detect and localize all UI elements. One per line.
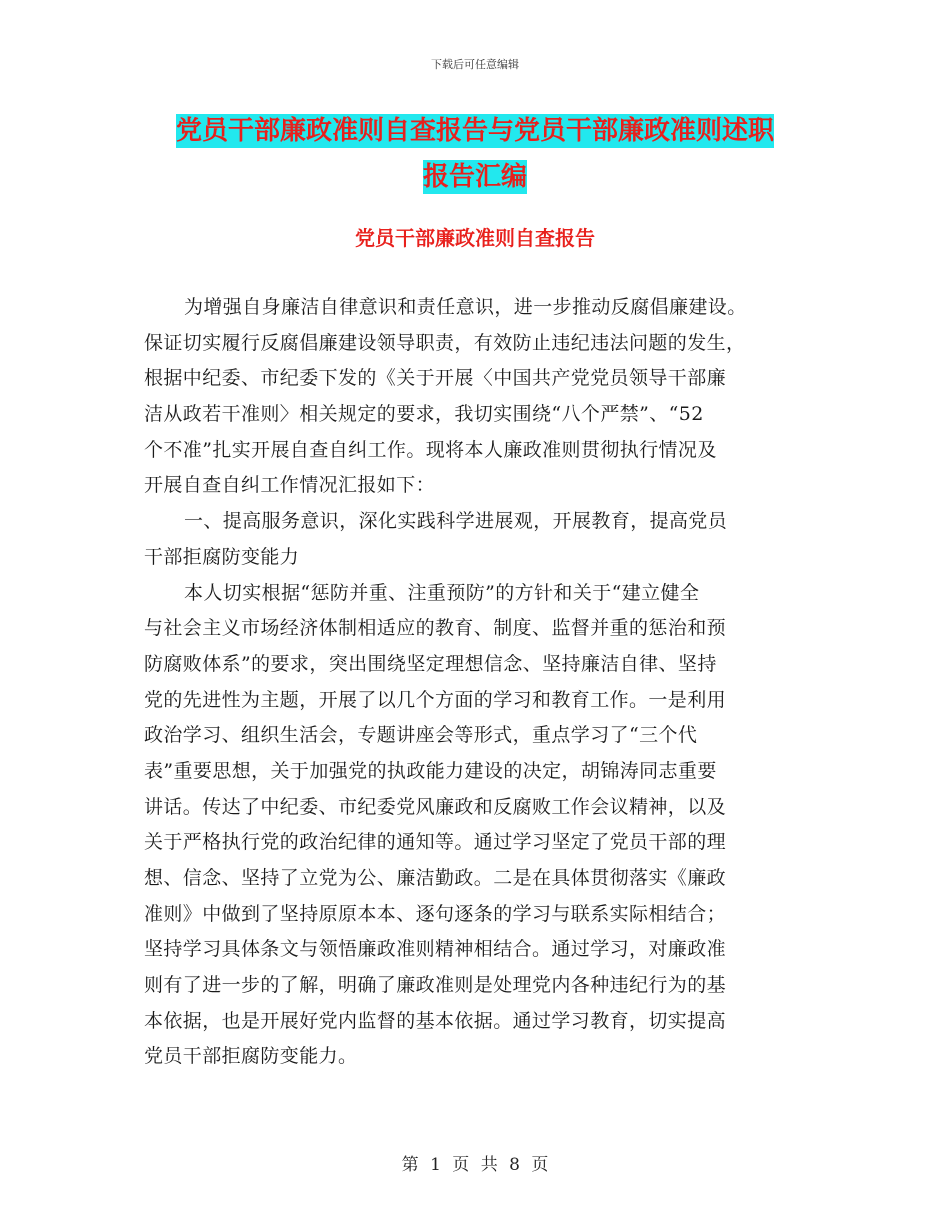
- page-footer: 第 1 页 共 8 页: [401, 1155, 549, 1175]
- text-line: 开展自查自纠工作情况汇报如下：: [144, 474, 436, 497]
- title-line-2: 报告汇编: [422, 162, 527, 192]
- text-line: 党员干部拒腐防变能力。: [144, 1045, 358, 1068]
- text-line: 与社会主义市场经济体制相适应的教育、制度、监督并重的惩治和预: [144, 617, 727, 640]
- document-title: [0, 108, 950, 200]
- text-line: 表”重要思想，关于加强党的执政能力建设的决定，胡锦涛同志重要: [144, 759, 717, 782]
- text-line: 则有了进一步的了解，明确了廉政准则是处理党内各种违纪行为的基: [144, 974, 727, 997]
- header-note: 下载后可任意编辑: [431, 58, 519, 71]
- text-line: 洁从政若干准则〉相关规定的要求，我切实围绕“八个严禁”、“52: [144, 403, 704, 426]
- section-title: 党员干部廉政准则自查报告: [355, 226, 595, 250]
- text-line: 政治学习、组织生活会，专题讲座会等形式，重点学习了“三个代: [144, 724, 698, 747]
- text-line: 准则》中做到了坚持原原本本、逐句逐条的学习与联系实际相结合；: [144, 902, 727, 925]
- text-line: 本人切实根据“惩防并重、注重预防”的方针和关于“建立健全: [184, 581, 700, 604]
- text-line: 根据中纪委、市纪委下发的《关于开展〈中国共产党党员领导干部廉: [144, 367, 727, 390]
- text-line: 想、信念、坚持了立党为公、廉洁勤政。二是在具体贯彻落实《廉政: [144, 867, 727, 889]
- body-text: [144, 290, 816, 1075]
- title-line-1: 党员干部廉政准则自查报告与党员干部廉政准则述职: [175, 116, 774, 146]
- text-line: 关于严格执行党的政治纪律的通知等。通过学习坚定了党员干部的理: [144, 831, 727, 854]
- text-line: 个不准”扎实开展自查自纠工作。现将本人廉政准则贯彻执行情况及: [144, 438, 717, 461]
- text-line: 一、提高服务意识，深化实践科学进展观，开展教育，提高党员: [184, 510, 728, 533]
- text-line: 党的先进性为主题，开展了以几个方面的学习和教育工作。一是利用: [144, 688, 727, 711]
- text-line: 坚持学习具体条文与领悟廉政准则精神相结合。通过学习，对廉政准: [144, 938, 727, 961]
- text-line: 保证切实履行反腐倡廉建设领导职责，有效防止违纪违法问题的发生，: [144, 331, 746, 354]
- text-line: 防腐败体系”的要求，突出围绕坚定理想信念、坚持廉洁自律、坚持: [144, 652, 717, 675]
- text-line: 本依据，也是开展好党内监督的基本依据。通过学习教育，切实提高: [144, 1009, 727, 1032]
- text-line: 干部拒腐防变能力: [144, 545, 300, 568]
- text-line: 为增强自身廉洁自律意识和责任意识，进一步推动反腐倡廉建设。: [184, 296, 747, 318]
- text-line: 讲话。传达了中纪委、市纪委党风廉政和反腐败工作会议精神，以及: [144, 795, 727, 818]
